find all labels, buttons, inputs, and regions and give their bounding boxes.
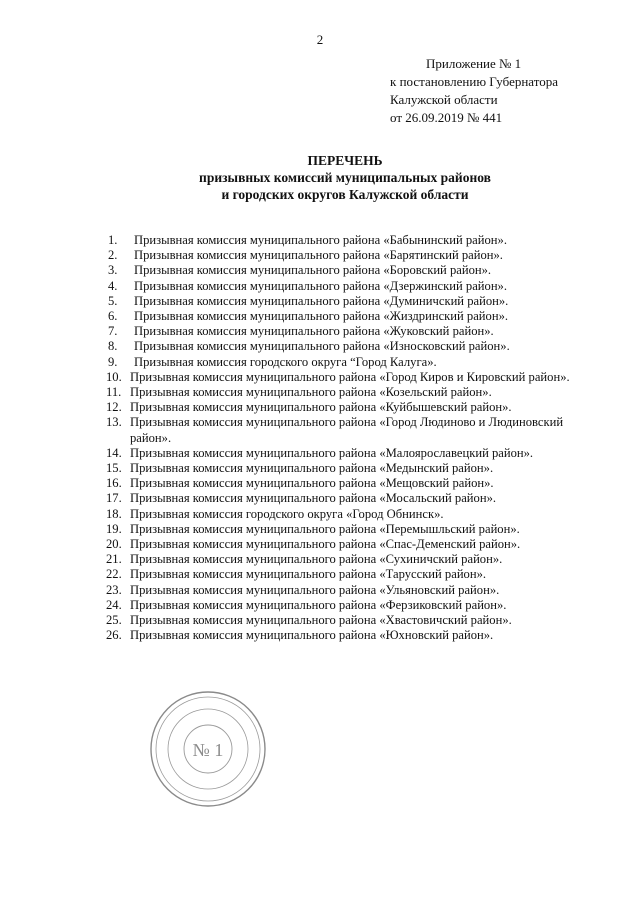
item-text: Призывная комиссия муниципального района «Город Киров и Кировский район». — [130, 369, 570, 384]
item-text: Призывная комиссия муниципального района «Жиздринский район». — [134, 309, 509, 324]
item-text: Призывная комиссия муниципального района «Куйбышевский район». — [130, 400, 512, 415]
list-item — [108, 324, 588, 339]
item-text: Призывная комиссия муниципального района «Мосальский район». — [130, 491, 497, 506]
item-text: Призывная комиссия муниципального района «Дзержинский район». — [134, 278, 508, 293]
list-item — [108, 552, 588, 567]
item-number: 3. — [108, 263, 118, 278]
stamp-number: № 1 — [192, 740, 224, 760]
item-number: 23. — [106, 582, 122, 597]
list-item — [108, 567, 588, 582]
heading-subtitle: призывных комиссий муниципальных районов — [199, 170, 491, 185]
item-number: 20. — [106, 537, 122, 552]
list-item — [108, 385, 588, 400]
appendix-line: Калужской области — [390, 92, 498, 107]
item-number: 9. — [108, 354, 118, 369]
appendix-line: к постановлению Губернатора — [390, 74, 559, 89]
item-number: 6. — [108, 309, 118, 324]
list-item — [108, 598, 588, 613]
item-text: Призывная комиссия муниципального района «Перемышльский район». — [130, 521, 520, 536]
list-item — [108, 400, 588, 415]
item-number: 12. — [106, 400, 122, 415]
appendix-block — [390, 55, 558, 127]
item-text: Призывная комиссия муниципального района «Барятинский район». — [134, 248, 503, 263]
item-number: 11. — [106, 385, 122, 400]
item-number: 17. — [106, 491, 122, 506]
item-number: 10. — [106, 369, 122, 384]
item-number: 18. — [106, 506, 122, 521]
item-text: Призывная комиссия муниципального района «Думиничский район». — [134, 293, 509, 308]
item-number: 19. — [106, 521, 122, 536]
item-text: Призывная комиссия муниципального района «Ульяновский район». — [130, 582, 500, 597]
item-text: Призывная комиссия муниципального района «Юхновский район». — [130, 628, 494, 643]
item-text: Призывная комиссия городского округа “Город Калуга». — [134, 354, 437, 369]
item-text: Призывная комиссия городского округа «Город Обнинск». — [130, 506, 444, 521]
official-seal-stamp — [148, 689, 268, 809]
item-text: Призывная комиссия муниципального района «Хвастовичский район». — [130, 613, 512, 628]
page-number: 2 — [316, 32, 324, 47]
document-heading — [0, 152, 640, 203]
heading-title: ПЕРЕЧЕНЬ — [307, 153, 383, 168]
item-number: 8. — [108, 339, 118, 354]
list-item — [108, 613, 588, 628]
list-item — [108, 476, 588, 491]
list-item — [108, 461, 588, 476]
item-text: Призывная комиссия муниципального района «Малоярославецкий район». — [130, 445, 534, 460]
item-text: Призывная комиссия муниципального района «Износковский район». — [134, 339, 510, 354]
item-number: 22. — [106, 567, 122, 582]
list-item — [108, 491, 588, 506]
list-item — [108, 355, 588, 370]
item-number: 21. — [106, 552, 122, 567]
item-text: Призывная комиссия муниципального района «Боровский район». — [134, 263, 492, 278]
list-item — [108, 233, 588, 248]
commission-list — [108, 233, 588, 643]
item-text: Призывная комиссия муниципального района «Спас-Деменский район». — [130, 537, 521, 552]
item-number: 1. — [108, 233, 118, 247]
item-text: Призывная комиссия муниципального района «Медынский район». — [130, 461, 494, 476]
item-number: 16. — [106, 476, 122, 491]
list-item — [108, 537, 588, 552]
item-text: Призывная комиссия муниципального района «Тарусский район». — [130, 567, 487, 582]
list-item — [108, 339, 588, 354]
appendix-date-number: от 26.09.2019 № 441 — [390, 110, 503, 125]
item-number: 24. — [106, 597, 122, 612]
list-item — [108, 522, 588, 537]
item-text: Призывная комиссия муниципального района «Город Людиново и Людиновский район». — [130, 415, 564, 445]
list-item — [108, 507, 588, 522]
list-item — [108, 248, 588, 263]
item-number: 5. — [108, 293, 118, 308]
item-text: Призывная комиссия муниципального района «Бабынинский район». — [134, 233, 507, 247]
item-number: 25. — [106, 613, 122, 628]
item-text: Призывная комиссия муниципального района «Мещовский район». — [130, 476, 494, 491]
item-text: Призывная комиссия муниципального района «Ферзиковский район». — [130, 597, 507, 612]
item-number: 13. — [106, 415, 122, 430]
list-item — [108, 628, 588, 643]
item-text: Призывная комиссия муниципального района «Сухиничский район». — [130, 552, 503, 567]
list-item — [108, 294, 588, 309]
heading-subtitle: и городских округов Калужской области — [221, 187, 469, 202]
item-number: 7. — [108, 324, 118, 339]
item-number: 26. — [106, 628, 122, 643]
item-text: Призывная комиссия муниципального района «Жуковский район». — [134, 324, 494, 339]
list-item — [108, 583, 588, 598]
list-item — [108, 309, 588, 324]
list-item — [108, 263, 588, 278]
list-item — [108, 446, 588, 461]
list-item — [108, 279, 588, 294]
item-number: 14. — [106, 445, 122, 460]
list-item — [108, 370, 588, 385]
item-number: 15. — [106, 461, 122, 476]
item-number: 4. — [108, 278, 118, 293]
item-number: 2. — [108, 248, 118, 263]
item-text: Призывная комиссия муниципального района «Козельский район». — [130, 385, 492, 400]
appendix-title: Приложение № 1 — [426, 56, 522, 71]
list-item — [108, 415, 588, 445]
